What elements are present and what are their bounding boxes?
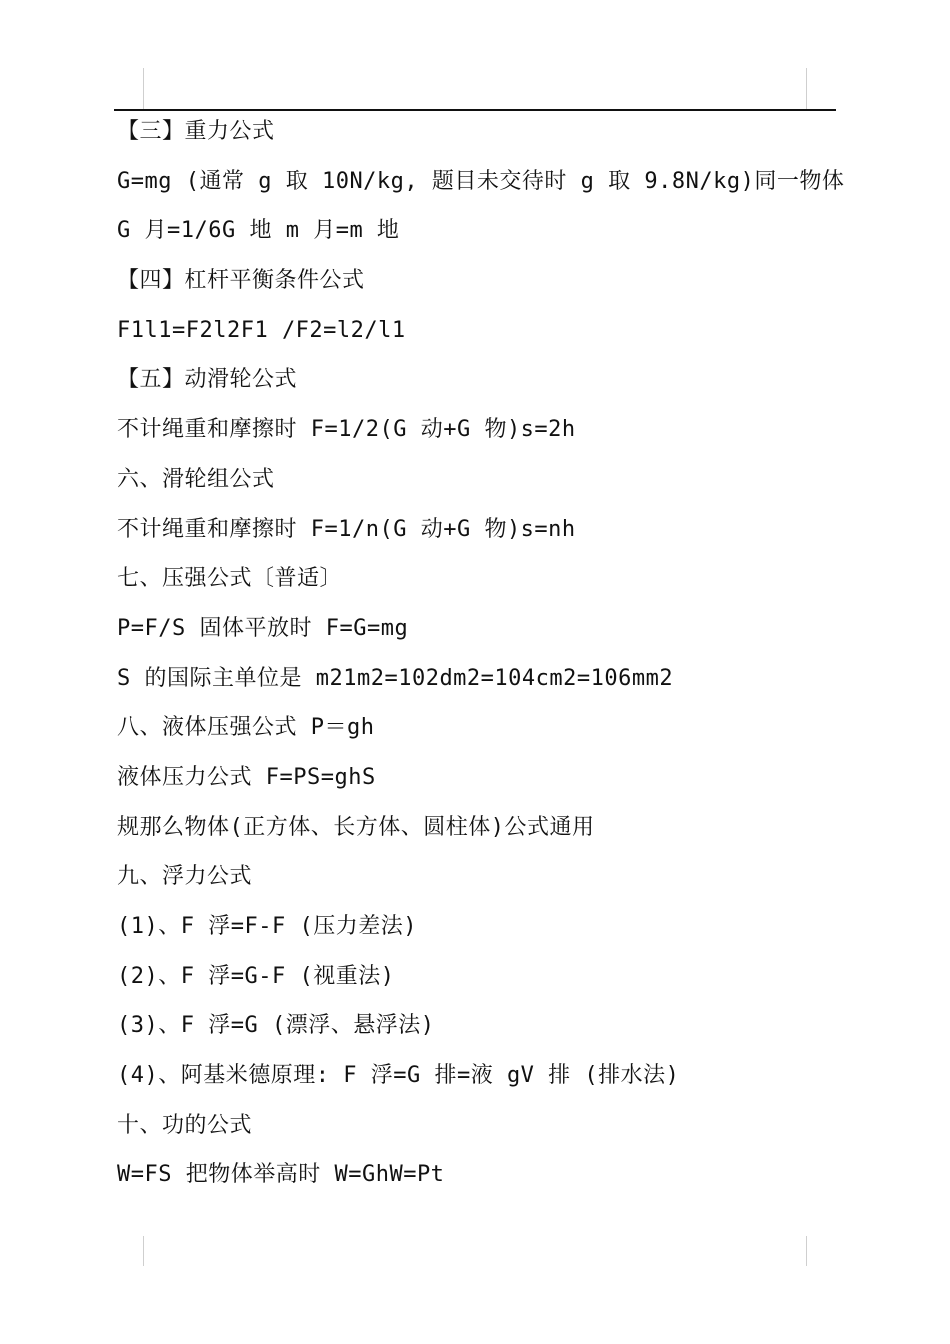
section-heading-pulley-block: 六、滑轮组公式 [117,466,275,492]
text-line: G=mg (通常 g 取 10N/kg, 题目未交待时 g 取 9.8N/kg)同一物体 [117,168,845,194]
document-body [117,107,845,1200]
text-line: 不计绳重和摩擦时 F=1/n(G 动+G 物)s=nh [117,516,576,542]
text-line: (2)、F 浮=G-F (视重法) [117,963,395,989]
text-line: (4)、阿基米德原理: F 浮=G 排=液 gV 排 (排水法) [117,1063,680,1089]
text-line: (1)、F 浮=F-F (压力差法) [117,914,417,939]
text-line: G 月=1/6G 地 m 月=m 地 [117,218,400,244]
section-heading-buoyancy: 九、浮力公式 [117,864,253,890]
text-line: S 的国际主单位是 m21m2=102dm2=104cm2=106mm2 [117,665,674,691]
text-line: 液体压力公式 F=PS=ghS [117,764,376,790]
text-line: 规那么物体(正方体、长方体、圆柱体)公式通用 [117,814,595,840]
section-heading-movable-pulley: 【五】动滑轮公式 [117,367,298,393]
crop-mark-top-right [806,68,807,110]
text-line: P=F/S 固体平放时 F=G=mg [117,615,409,641]
section-heading-lever: 【四】杠杆平衡条件公式 [117,268,365,294]
text-line: F1l1=F2l2F1 /F2=l2/l1 [117,317,406,343]
section-heading-gravity: 【三】重力公式 [117,119,275,144]
text-line: (3)、F 浮=G (漂浮、悬浮法) [117,1013,435,1039]
section-heading-pressure: 七、压强公式〔普适〕 [117,566,343,592]
crop-mark-bottom-right [806,1236,807,1266]
section-heading-liquid-pressure: 八、液体压强公式 P＝gh [117,715,375,741]
text-line: 不计绳重和摩擦时 F=1/2(G 动+G 物)s=2h [117,417,576,443]
crop-mark-bottom-left [143,1236,144,1266]
text-line: W=FS 把物体举高时 W=GhW=Pt [117,1162,445,1188]
crop-mark-top-left [143,68,144,110]
section-heading-work: 十、功的公式 [117,1112,253,1138]
